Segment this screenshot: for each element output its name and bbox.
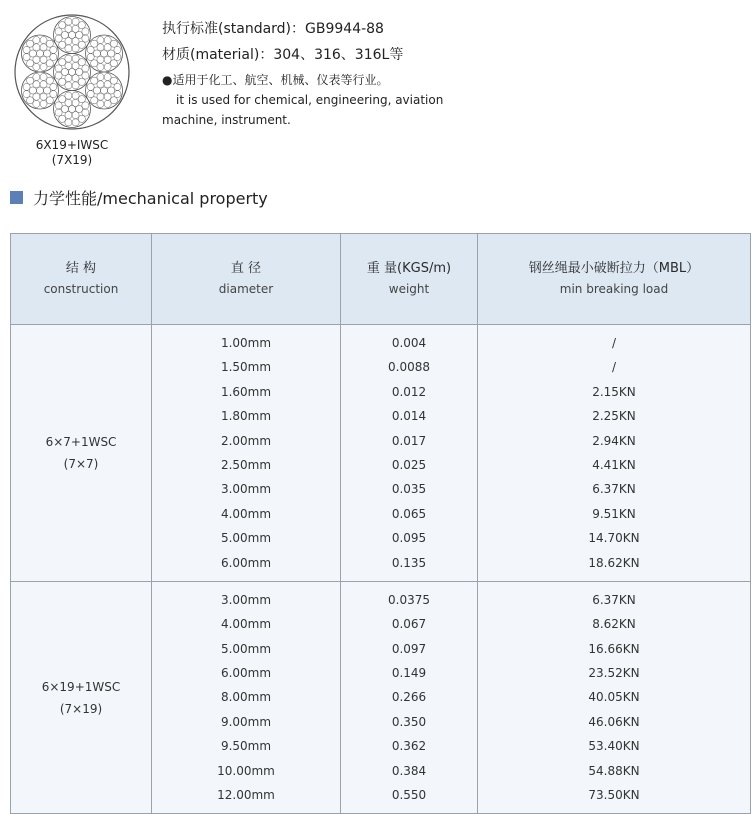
weight-value: 0.0088: [388, 360, 430, 375]
section-title: 力学性能/mechanical property: [33, 189, 268, 208]
weight-value: 0.035: [391, 482, 427, 497]
weight-value: 0.004: [391, 336, 427, 350]
usage-cn: ●适用于化工、航空、机械、仪表等行业。: [162, 73, 389, 87]
load-value: 16.66KN: [588, 641, 640, 656]
weight-value: 0.017: [391, 433, 427, 448]
weight-value: 0.384: [391, 763, 427, 778]
diameter-value: 9.50mm: [220, 739, 272, 754]
diameter-value: 12.00mm: [217, 788, 275, 803]
diameter-value: 5.00mm: [220, 641, 272, 656]
diameter-value: 6.00mm: [220, 555, 272, 570]
load-value: 4.41KN: [592, 457, 636, 472]
construction-cell: [11, 325, 152, 582]
load-value: 73.50KN: [588, 788, 640, 803]
section-marker-icon: [10, 191, 23, 204]
usage-note: [162, 70, 443, 130]
load-value: 2.15KN: [592, 384, 636, 399]
load-value: 54.88KN: [588, 763, 640, 778]
weight-value: 0.097: [391, 641, 427, 656]
load-value: /: [611, 360, 617, 375]
diameter-value: 2.50mm: [220, 457, 272, 472]
diameter-value: 1.80mm: [220, 409, 272, 424]
table-group-row: [11, 325, 751, 582]
header-construction: 结 构 construction: [11, 234, 152, 325]
weight-value: 0.0375: [388, 592, 430, 607]
rope-illustration: [12, 12, 132, 168]
diameter-value: 9.00mm: [220, 714, 272, 729]
diameter-value: 10.00mm: [217, 763, 275, 778]
load-value: 2.94KN: [592, 433, 636, 448]
weight-value: 0.362: [391, 739, 427, 754]
load-value: 46.06KN: [588, 714, 640, 729]
load-value: 23.52KN: [588, 666, 640, 681]
construction-sub: (7×19): [59, 701, 103, 716]
weight-value: 0.095: [391, 531, 427, 546]
load-cell: [478, 581, 751, 814]
weight-value: 0.065: [391, 506, 427, 521]
diameter-value: 2.00mm: [220, 433, 272, 448]
weight-value: 0.067: [391, 617, 427, 632]
header-min-breaking-load: 钢丝绳最小破断拉力（MBL） min breaking load: [478, 234, 751, 325]
weight-cell: [341, 581, 478, 814]
weight-value: 0.149: [391, 666, 427, 681]
load-value: 9.51KN: [592, 506, 636, 521]
usage-en-2: machine, instrument.: [162, 113, 291, 127]
weight-value: 0.025: [391, 457, 427, 472]
diameter-value: 3.00mm: [220, 592, 272, 607]
table-header-row: [11, 234, 751, 325]
construction-label: 6×19+1WSC: [41, 679, 121, 694]
construction-sub: (7×7): [63, 456, 99, 471]
weight-value: 0.135: [391, 555, 427, 570]
load-value: 40.05KN: [588, 690, 640, 705]
load-value: 2.25KN: [592, 409, 636, 424]
load-value: 18.62KN: [588, 555, 640, 570]
diameter-cell: [152, 325, 341, 582]
diameter-value: 6.00mm: [220, 666, 272, 681]
diameter-value: 8.00mm: [220, 690, 272, 705]
standard-line: 执行标准(standard)：GB9944-88: [162, 21, 384, 37]
usage-en-1: it is used for chemical, engineering, aviation: [176, 93, 444, 107]
rope-caption: [12, 138, 132, 168]
load-value: 6.37KN: [592, 482, 636, 497]
diameter-cell: [152, 581, 341, 814]
weight-value: 0.350: [391, 714, 427, 729]
rope-construction-sub: (7X19): [51, 153, 93, 167]
weight-value: 0.266: [391, 690, 427, 705]
load-cell: [478, 325, 751, 582]
diameter-value: 5.00mm: [220, 531, 272, 546]
mechanical-property-table: [10, 233, 751, 814]
diameter-value: 1.00mm: [220, 336, 272, 350]
header-diameter: 直 径 diameter: [152, 234, 341, 325]
diameter-value: 4.00mm: [220, 617, 272, 632]
diameter-value: 1.50mm: [220, 360, 272, 375]
construction-cell: [11, 581, 152, 814]
weight-value: 0.012: [391, 384, 427, 399]
load-value: /: [611, 336, 617, 350]
diameter-value: 4.00mm: [220, 506, 272, 521]
load-value: 6.37KN: [592, 592, 636, 607]
material-line: 材质(material)：304、316、316L等: [162, 47, 404, 63]
spec-block: [162, 16, 443, 130]
header-weight: 重 量(KGS/m) weight: [341, 234, 478, 325]
load-value: 53.40KN: [588, 739, 640, 754]
weight-value: 0.014: [391, 409, 427, 424]
load-value: 14.70KN: [588, 531, 640, 546]
diameter-value: 3.00mm: [220, 482, 272, 497]
rope-construction-label: 6X19+IWSC: [35, 138, 109, 152]
diameter-value: 1.60mm: [220, 384, 272, 399]
weight-value: 0.550: [391, 788, 427, 803]
construction-label: 6×7+1WSC: [45, 434, 117, 449]
load-value: 8.62KN: [592, 617, 636, 632]
section-heading: [10, 186, 268, 209]
rope-cross-section-icon: [12, 12, 132, 132]
weight-cell: [341, 325, 478, 582]
table-group-row: [11, 581, 751, 814]
